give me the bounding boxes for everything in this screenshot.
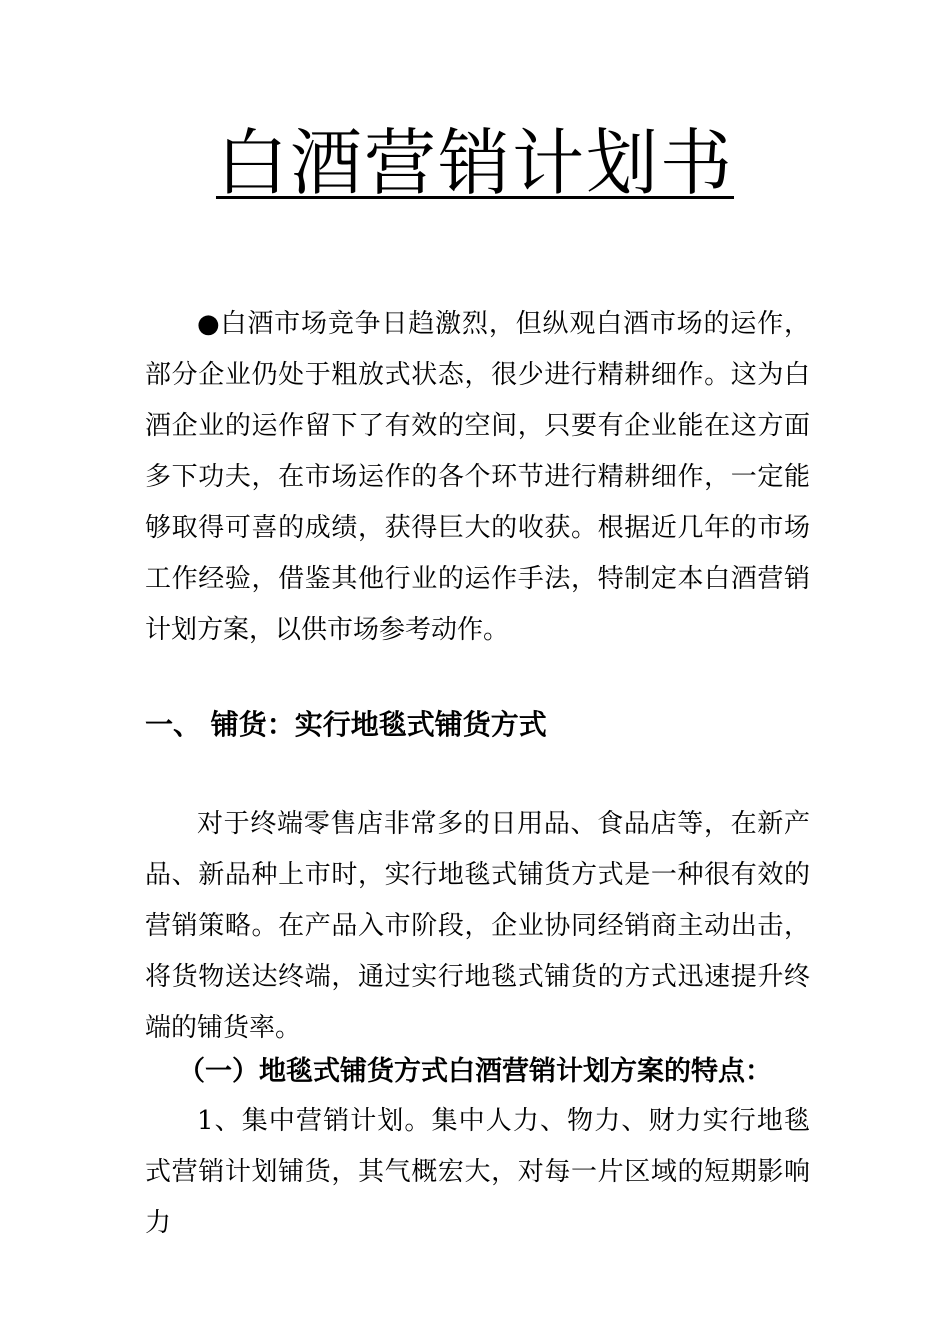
section-heading: 一、 铺货：实行地毯式铺货方式	[145, 708, 547, 741]
subsection-heading: （一）地毯式铺货方式白酒营销计划方案的特点：	[178, 1056, 772, 1087]
section-paragraph: 对于终端零售店非常多的日用品、食品店等，在新产品、新品种上市时，实行地毯式铺货方式是一种很有效的营销策略。在产品入市阶段，企业协同经销商主动出击，将货物送达终端，通过实行地毯式铺货的方式迅速提升终端的铺货率。	[145, 809, 810, 1043]
intro-paragraph: ●白酒市场竞争日趋激烈，但纵观白酒市场的运作，部分企业仍处于粗放式状态，很少进行精耕细作。这为白酒企业的运作留下了有效的空间，只要有企业能在这方面多下功夫，在市场运作的各个环节进行精耕细作，一定能够取得可喜的成绩，获得巨大的收获。根据近几年的市场工作经验，借鉴其他行业的运作手法，特制定本白酒营销计划方案，以供市场参考动作。	[145, 309, 810, 645]
subsection-paragraph: 1、集中营销计划。集中人力、物力、财力实行地毯式营销计划铺货，其气概宏大，对每一片区域的短期影响力	[145, 1106, 810, 1238]
document-title-text: 白酒营销计划书	[215, 121, 734, 205]
document-title	[0, 118, 950, 208]
